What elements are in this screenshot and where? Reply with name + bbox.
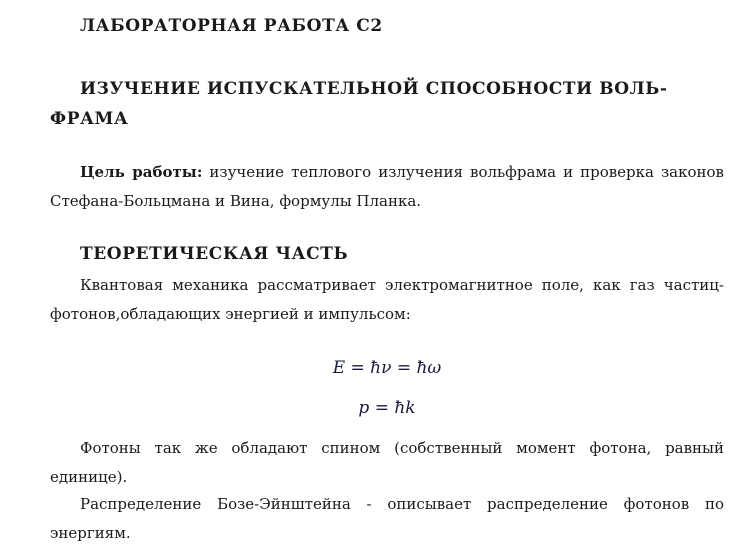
theory-heading: ТЕОРЕТИЧЕСКАЯ ЧАСТЬ: [80, 244, 349, 264]
topic-title-line2: ФРАМА: [50, 109, 129, 129]
goal-paragraph: [50, 158, 724, 216]
lab-title: ЛАБОРАТОРНАЯ РАБОТА С2: [80, 16, 383, 36]
formula-energy: E = ħν = ħω: [332, 358, 442, 378]
topic-title-line1: ИЗУЧЕНИЕ ИСПУСКАТЕЛЬНОЙ СПОСОБНОСТИ ВОЛЬ-: [80, 79, 668, 99]
theory-paragraph-2: Фотоны так же обладают спином (собственный момент фотона, равный единице).: [50, 439, 724, 486]
goal-label: Цель работы:: [80, 163, 203, 181]
topic-title: [50, 74, 724, 134]
theory-paragraph-3: Распределение Бозе-Эйнштейна - описывает распределение фотонов по энергиям.: [50, 495, 724, 542]
formula-momentum: p = ħk: [358, 398, 416, 418]
theory-paragraph-1: Квантовая механика рассматривает электромагнитное поле, как газ частиц-фотонов,обладающих энергией и импульсом:: [50, 276, 724, 323]
goal-text: изучение теплового излучения вольфрама и проверка законов Стефана-Больцмана и Вина, формулы Планка.: [50, 163, 724, 210]
